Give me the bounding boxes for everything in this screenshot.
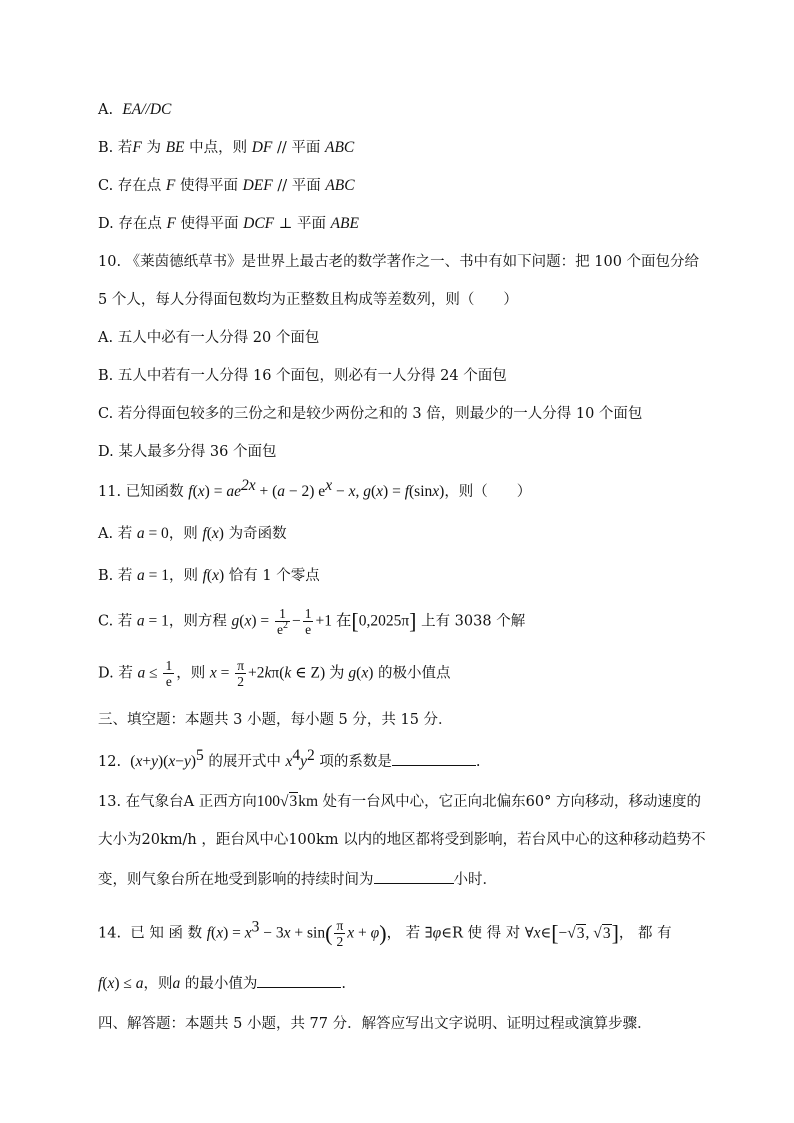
text: 变，则气象台所在地受到影响的持续时间为	[98, 872, 374, 888]
q10-stem-line2: 5 个人，每人分得面包数均为正整数且构成等差数列，则（ ）	[98, 292, 518, 308]
math-def: DEF	[242, 177, 273, 194]
q9-option-b	[98, 138, 698, 158]
q13-line1: 13. 在气象台A 正西方向100√3km 处有一台风中心，它正向北偏东60° 方向移动，移动速度的	[98, 793, 701, 810]
text: ，则	[168, 568, 203, 584]
q10-stem-line1: 10. 《莱茵德纸草书》是世界上最古老的数学著作之一、书中有如下问题：把 100 个面包分给	[98, 254, 700, 270]
text: 13. 在气象台A 正西方向	[98, 794, 257, 810]
text: // 平面	[272, 140, 325, 156]
q11-option-c: C. 若 a = 1，则方程 g(x) = $\frac{1}{e^2}$ − $\frac{1}{e}$ +1 在[0,2025π] 上有 3038 个解	[98, 606, 526, 637]
math-abc: ABC	[325, 177, 355, 194]
option-b-prefix: B. 若	[98, 140, 133, 156]
section-4-heading: 四、解答题：本题共 5 小题，共 77 分．解答应写出文字说明、证明过程或演算步骤．	[98, 1016, 652, 1032]
q13-line2: 大小为20km/h ，距台风中心100km 以内的地区都将受到影响，若台风中心的这种移动趋势不	[98, 832, 706, 848]
text: .	[475, 754, 481, 770]
question-number: 14.	[98, 925, 122, 942]
math-be: BE	[165, 139, 185, 156]
math-abe: ABE	[330, 215, 359, 232]
text: 中点，则	[184, 140, 252, 156]
math-abc: ABC	[325, 139, 355, 156]
q11-option-d: D. 若 a ≤ $\frac{1}{e}$ ，则 x = $\frac{\pi}{2}$ +2kπ(k ∈ Z) 为 g(x) 的极小值点	[98, 658, 451, 689]
q12: 12. $(x+y)(x-y)^5$ 的展开式中 $x^4y^2$ 项的系数是 .	[98, 747, 481, 770]
text: ，则	[168, 526, 203, 542]
text: 已 知 函 数	[130, 925, 207, 942]
answer-blank[interactable]	[374, 868, 454, 884]
text: 处有一台风中心，它正向北偏东60° 方向移动，移动速度的	[318, 794, 701, 810]
text: 11. 已知函数	[98, 484, 189, 500]
text: 使得平面	[175, 216, 244, 232]
math-df: DF	[251, 139, 273, 156]
text: B. 若	[98, 568, 137, 584]
math-f: F	[165, 177, 176, 194]
q9-option-a	[98, 100, 698, 120]
q10-option-d: D. 某人最多分得 36 个面包	[98, 444, 277, 460]
q10-option-a: A. 五人中必有一人分得 20 个面包	[98, 330, 320, 346]
text: ， 都 有	[618, 925, 672, 942]
text: D. 若	[98, 665, 138, 682]
q11-option-a: A. 若 a = 0，则 f(x) 为奇函数	[98, 525, 287, 542]
q10-option-c: C. 若分得面包较多的三份之和是较少两份之和的 3 倍，则最少的一人分得 10 个面包	[98, 406, 643, 422]
question-number: 12.	[98, 754, 122, 770]
section-3-heading: 三、填空题：本题共 3 小题，每小题 5 分，共 15 分．	[98, 712, 453, 728]
text: 的展开式中	[203, 754, 286, 770]
text: ， 若 ∃	[386, 925, 433, 942]
text: 使得平面	[175, 178, 243, 194]
q14-line2: f(x) ≤ a，则a 的最小值为 .	[98, 972, 698, 994]
text: .	[341, 976, 347, 992]
math-f: F	[132, 139, 142, 156]
text: 为	[141, 140, 166, 156]
option-d-prefix: D. 存在点	[98, 216, 167, 232]
text: ∈R 使 得 对 ∀	[441, 925, 534, 942]
q9-option-c	[98, 176, 698, 196]
q14-line1: 14. 已 知 函 数 $f(x) = x^3 - 3x + \sin$( $\frac{\pi}{2}$ x + φ)， 若 ∃φ∈R 使 得 对 ∀x∈[−√3, √3]， 都 有	[98, 918, 672, 949]
math-dcf: DCF	[243, 215, 275, 232]
math-f: F	[166, 215, 176, 232]
text: ，则方程	[168, 613, 232, 630]
option-label: A.	[98, 102, 114, 118]
text: 上有 3038 个解	[416, 613, 526, 630]
text: A. 若	[98, 526, 137, 542]
formula-f: f	[188, 483, 193, 500]
answer-blank[interactable]	[257, 972, 341, 988]
text: ∈	[540, 925, 552, 942]
q9-option-d	[98, 214, 698, 234]
text: 为奇函数	[223, 526, 287, 542]
q13-line3	[98, 868, 698, 890]
option-a-math: EA//DC	[122, 101, 172, 118]
q10-option-b: B. 五人中若有一人分得 16 个面包，则必有一人分得 24 个面包	[98, 368, 507, 384]
text: 的极小值点	[373, 665, 451, 682]
text: ，则	[176, 665, 210, 682]
text: 恰有 1 个零点	[224, 568, 320, 584]
text: 项的系数是	[314, 754, 392, 770]
text: 的最小值为	[180, 976, 258, 992]
q11-stem: 11. 已知函数 $f(x) = ae^{2x} + (a - 2) e^x - x$, g(x) = f(sinx)，则（ ）	[98, 477, 532, 500]
option-c-prefix: C. 存在点	[98, 178, 166, 194]
text: ，则	[143, 976, 173, 992]
text: ⊥ 平面	[274, 216, 331, 232]
text: C. 若	[98, 613, 137, 630]
text: 小时．	[453, 872, 497, 888]
answer-blank[interactable]	[392, 750, 476, 766]
text: // 平面	[272, 178, 326, 194]
q11-option-b: B. 若 a = 1，则 f(x) 恰有 1 个零点	[98, 567, 320, 584]
text: ，则（ ）	[444, 484, 532, 500]
